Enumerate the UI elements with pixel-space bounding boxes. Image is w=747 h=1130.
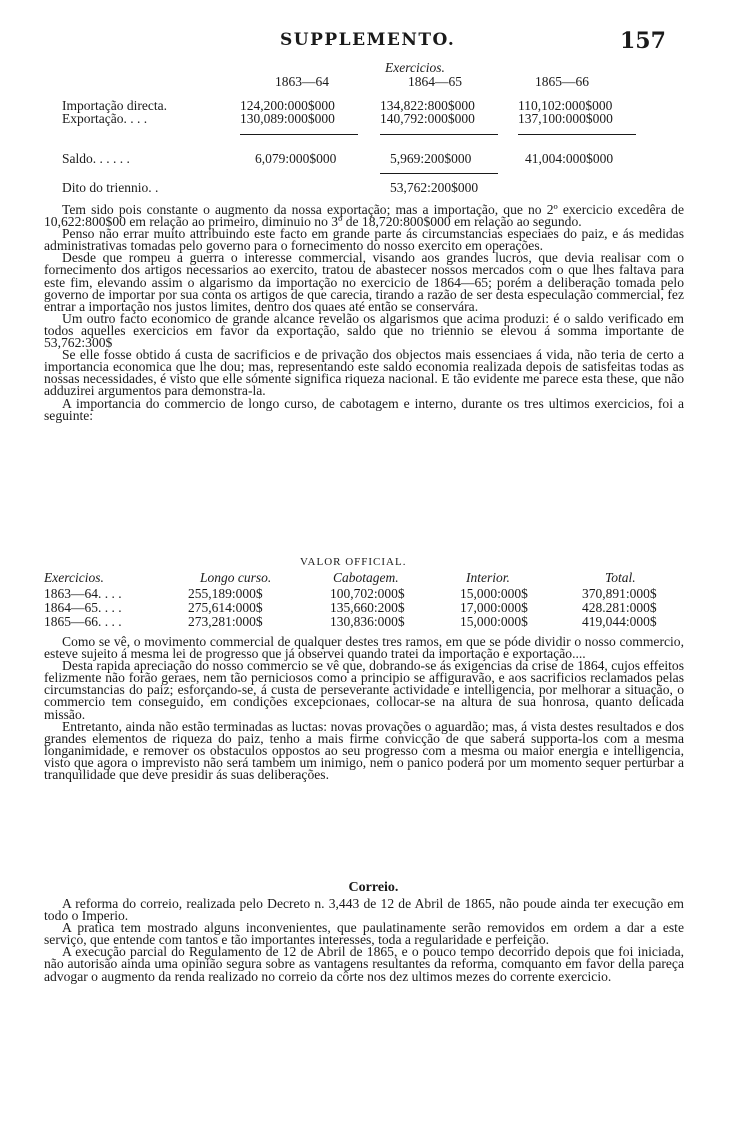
column-header: 1865—66: [535, 74, 589, 89]
paragraph: Entretanto, ainda não estão terminadas as luctas: novas provações o aguardão; mas, á vista destes resultados e dos grandes elementos de riqueza do paiz, tenho a mais firme convicção de que saberá supporta-los com a mesma longanimidade, e remover os obstaculos oppostos ao seu progresso com a mesma ou maior energia e intelligencia, visto que agora o imprevisto não será tambem um inimigo, nem o panico poderá por um momento sequer perturbar a tranquilidade que deve presidir ás suas deliberações.: [44, 718, 684, 783]
paragraph: A execução parcial do Regulamento de 12 de Abril de 1865, e o pouco tempo decorrido depois que foi iniciada, não autorisão ainda uma opinião segura sobre as vantagens resultantes da reforma, comquanto em favor della pareça advogar o augmento da renda realizado no correio da côrte nos dez ultimos mezes do corrente exercicio.: [44, 944, 684, 984]
section-heading: Correio.: [348, 880, 399, 895]
column-header: Longo curso.: [200, 570, 272, 585]
sum-rule: [240, 134, 358, 135]
paragraph: Desde que rompeu a guerra o interesse commercial, visando aos grandes lucros, que devia realisar com o fornecimento dos artigos necessarios ao exercito, tratou de abastecer nossos mercados com o que lhes faltava para este fim, elevando assim o algarismo da importação no exercicio de 1864—65; porém a deliberação tomada pelo governo de importar por sua conta os artigos de que carecia, tirando a razão de ser desta especulação commercial, fez entrar a importação nos justos limites, dentro dos quaes até então se conservára.: [44, 250, 684, 314]
column-header: Cabotagem.: [333, 570, 399, 585]
paragraph: Como se vê, o movimento commercial de qualquer destes tres ramos, em que se póde dividir o nosso commercio, esteve sujeito á mesma lei de progresso que já observei quando tratei da importação e exportação....: [44, 634, 684, 662]
row-label: Exportação. . . .: [62, 111, 148, 126]
body-text-block: [44, 898, 684, 983]
commerce-value-table: [0, 556, 747, 634]
paragraph: Desta rapida apreciação do nosso commercio se vê que, dobrando-se ás exigencias da crise de 1864, cujos effeitos felizmente não forão geraes, nem tão perniciosos como a principio se affiguravão, e aos sacrificios reclamados pelas circumstancias do paiz; esforçando-se, á custa de perseverante actividade e intelligencia, por melhorar a situação, o commercio tem conseguido, em condições excepcionaes, collocar-se na altura de sua honrosa, quanto delicada missão.: [44, 658, 684, 722]
paragraph: A pratica tem mostrado alguns inconvenientes, que paulatinamente serão removidos em ordem a dar a este serviço, que entende com tantos e tão importantes interesses, toda a regularidade e perfeição.: [44, 920, 684, 948]
table-cell: 137,100:000$000: [518, 111, 613, 126]
paragraph: Penso não errar muito attribuindo este facto em grande parte ás circumstancias especiaes do paiz, e ás medidas administrativas tomadas pelo governo para o fornecimento do nosso exercito em operações.: [44, 226, 684, 254]
table-cell: 1864—65. . . .: [44, 600, 122, 615]
table-cell: 124,200:000$000: [240, 98, 335, 113]
row-label: Dito do triennio. .: [62, 180, 159, 195]
column-header: Exercicios.: [44, 570, 104, 585]
table-cell: 6,079:000$000: [255, 151, 337, 166]
table-cell: 275,614:000$: [188, 600, 263, 615]
body-text-block: [44, 204, 684, 422]
table-caption: Exercicios.: [385, 60, 445, 75]
table-cell: 255,189:000$: [188, 586, 263, 601]
sum-rule: [518, 134, 636, 135]
sum-rule: [380, 134, 498, 135]
paragraph: Um outro facto economico de grande alcance revelão os algarismos que acima produzi: é o saldo verificado em todos aquelles exercicios em favor da exportação, saldo que no triennio se elevou á somma importante de 53,762:300$: [44, 310, 684, 351]
paragraph: A reforma do correio, realizada pelo Decreto n. 3,443 de 12 de Abril de 1865, não poude ainda ter execução em todo o Imperio.: [44, 896, 684, 924]
table-cell: 135,660:200$: [330, 600, 405, 615]
table-cell: 428.281:000$: [582, 600, 657, 615]
table-cell: 17,000:000$: [460, 600, 528, 615]
row-label: Importação directa.: [62, 98, 167, 113]
table-cell: 273,281:000$: [188, 614, 263, 629]
column-header: Total.: [605, 570, 636, 585]
paragraph: Tem sido pois constante o augmento da nossa exportação; mas a importação, que no 2º exercicio excedêra de 10,622:800$00 em relação ao primeiro, diminuio no 3º de 18,720:800$000 em relação ao segundo.: [44, 202, 684, 230]
table-cell: 140,792:000$000: [380, 111, 475, 126]
table-cell: 130,089:000$000: [240, 111, 335, 126]
column-header: Interior.: [466, 570, 510, 585]
table-cell: 1863—64. . . .: [44, 586, 122, 601]
table-cell: 419,044:000$: [582, 614, 657, 629]
body-text-block: [44, 636, 684, 781]
table-cell: 370,891:000$: [582, 586, 657, 601]
table-cell: 134,822:800$000: [380, 98, 475, 113]
table-caption: VALOR OFFICIAL.: [300, 556, 407, 568]
table-cell: 130,836:000$: [330, 614, 405, 629]
sum-rule: [380, 173, 498, 174]
page-number: 157: [620, 28, 666, 54]
column-header: 1863—64: [275, 74, 329, 89]
table-cell: 41,004:000$000: [525, 151, 614, 166]
paragraph: Se elle fosse obtido á custa de sacrificios e de privação dos objectos mais essenciaes á vida, não teria de certo a importancia economica que lhe dou; mas, representando este saldo economia realizada depois de satisfeitas todas as nossas necessidades, é visto que elle sómente significa riqueza nacional. E tão evidente me parece esta these, que não adduzirei argumentos para demonstra-la.: [44, 347, 684, 399]
trade-balance-table: [0, 60, 747, 200]
table-cell: 100,702:000$: [330, 586, 405, 601]
table-cell: 5,969:200$000: [390, 151, 472, 166]
row-label: Saldo. . . . . .: [62, 151, 130, 166]
table-cell: 15,000:000$: [460, 614, 528, 629]
table-cell: 15,000:000$: [460, 586, 528, 601]
table-cell: 110,102:000$000: [518, 98, 613, 113]
paragraph: A importancia do commercio de longo curso, de cabotagem e interno, durante os tres ultimos exercicios, foi a seguinte:: [44, 395, 684, 423]
page-header: [0, 30, 747, 56]
column-header: 1864—65: [408, 74, 462, 89]
table-cell: 1865—66. . . .: [44, 614, 122, 629]
table-cell: 53,762:200$000: [390, 180, 479, 195]
running-title: SUPPLEMENTO.: [280, 30, 456, 50]
